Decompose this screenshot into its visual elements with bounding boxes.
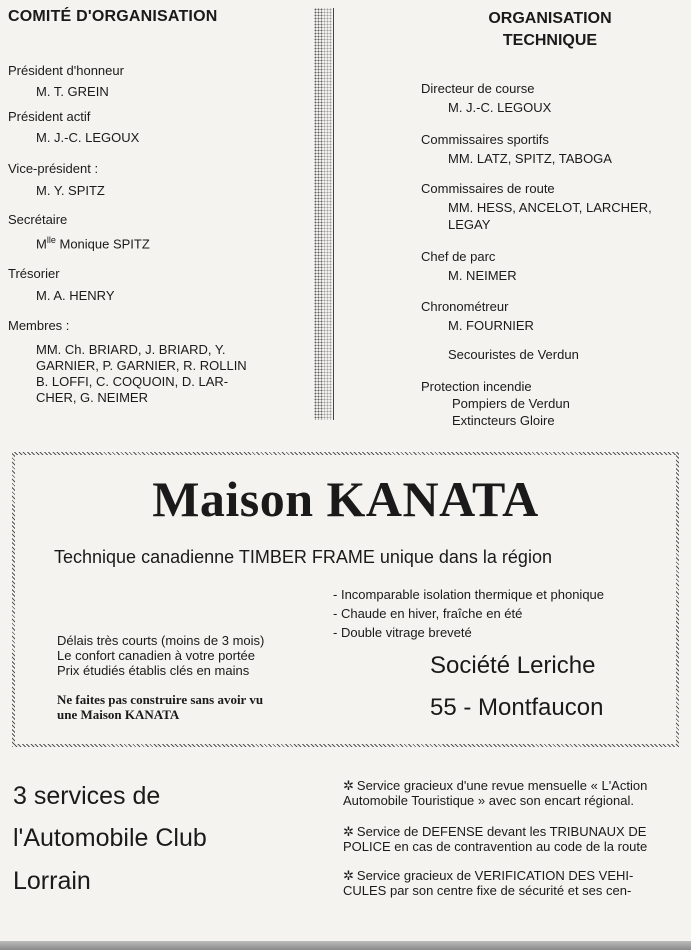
column-separator-rule [333,8,334,420]
service-item [343,868,673,898]
title-prefix: M [36,236,47,252]
role-label: Président actif [8,109,91,124]
service-line [343,868,673,883]
service-line: POLICE en cas de contravention au code de la route [343,839,648,854]
service-line: Automobile Touristique » avec son encart régional. [343,793,634,808]
service-item [343,824,673,854]
person-name: MM. HESS, ANCELOT, LARCHER, [448,200,652,215]
person-name: Pompiers de Verdun [452,396,570,411]
title-suffix: lle [46,235,56,245]
role-label: Commissaires de route [421,181,555,196]
right-heading-line: TECHNIQUE [502,32,598,49]
members-list [36,342,308,406]
role-label: Commissaires sportifs [421,132,549,147]
right-heading [445,8,655,52]
ad-title: Maison KANATA [152,471,539,527]
service-line [343,824,673,839]
company-name: Société Leriche [430,652,596,679]
feature-item: - Double vitrage breveté [333,623,604,642]
star-icon: ✲ [343,824,354,839]
ad-benefits [57,633,264,678]
person-name: Extincteurs Gloire [452,413,555,428]
service-line-text: Service de DEFENSE devant les TRIBUNAUX DE [356,824,647,839]
person-name: M. A. HENRY [36,288,115,304]
person-name: MM. LATZ, SPITZ, TABOGA [448,151,612,166]
members-line: GARNIER, P. GARNIER, R. ROLLIN [36,358,247,374]
person-name: LEGAY [448,217,491,232]
service-line-text: Service gracieux d'une revue mensuelle « L'Action [356,778,648,793]
members-line: CHER, G. NEIMER [36,390,148,406]
service-line [343,778,673,793]
members-line: MM. Ch. BRIARD, J. BRIARD, Y. [36,342,226,358]
person-name: M. T. GREIN [36,84,109,99]
members-line: B. LOFFI, C. COQUOIN, D. LAR- [36,374,229,390]
benefit-line: Le confort canadien à votre portée [57,648,256,663]
benefit-line: Délais très courts (moins de 3 mois) [57,633,265,648]
technical-list [421,80,686,429]
role-label: Trésorier [8,266,60,282]
page-bottom-edge [0,941,691,950]
role-label: Président d'honneur [8,63,124,78]
person-name [36,232,308,252]
role-label: Chronométreur [421,299,509,314]
role-label: Chef de parc [421,249,496,264]
warning-line: Ne faites pas construire sans avoir vu [57,692,264,707]
benefit-line: Prix étudiés établis clés en mains [57,663,250,678]
role-label: Protection incendie [421,379,532,394]
ad-company-block [430,648,603,726]
column-separator [314,8,323,420]
warning-line: une Maison KANATA [57,707,180,722]
services-headline-line: l'Automobile Club [13,824,207,852]
person-name: M. J.-C. LEGOUX [448,100,552,115]
ad-warning [57,692,263,722]
column-separator-shade [323,8,332,420]
left-heading: COMITÉ D'ORGANISATION [8,8,218,25]
star-icon: ✲ [343,868,354,883]
ad-subtitle: Technique canadienne TIMBER FRAME unique dans la région [54,547,552,567]
person-name: M. J.-C. LEGOUX [36,130,140,145]
service-line-text: Service gracieux de VERIFICATION DES VEHI- [356,868,634,883]
services-headline-line: Lorrain [13,867,91,895]
person-name: M. FOURNIER [448,318,534,333]
right-heading-line: ORGANISATION [488,10,612,27]
role-label: Vice-président : [8,161,99,176]
service-line: CULES par son centre fixe de sécurité et ses cen- [343,883,632,898]
star-icon: ✲ [343,778,354,793]
feature-item: - Incomparable isolation thermique et phonique [333,585,604,604]
ad-features [333,585,604,642]
role-label: Secrétaire [8,212,68,227]
services-headline-line: 3 services de [13,782,161,810]
members-label: Membres : [8,318,70,334]
service-item [343,778,673,808]
committee-list [8,62,308,406]
secouristes-text: Secouristes de Verdun [448,347,579,362]
person-name: M. NEIMER [448,268,517,283]
feature-item: - Chaude en hiver, fraîche en été [333,604,604,623]
company-location: 55 - Montfaucon [430,694,604,721]
person-name-text: Monique SPITZ [59,236,150,252]
person-name: M. Y. SPITZ [36,183,105,198]
role-label: Directeur de course [421,81,535,96]
